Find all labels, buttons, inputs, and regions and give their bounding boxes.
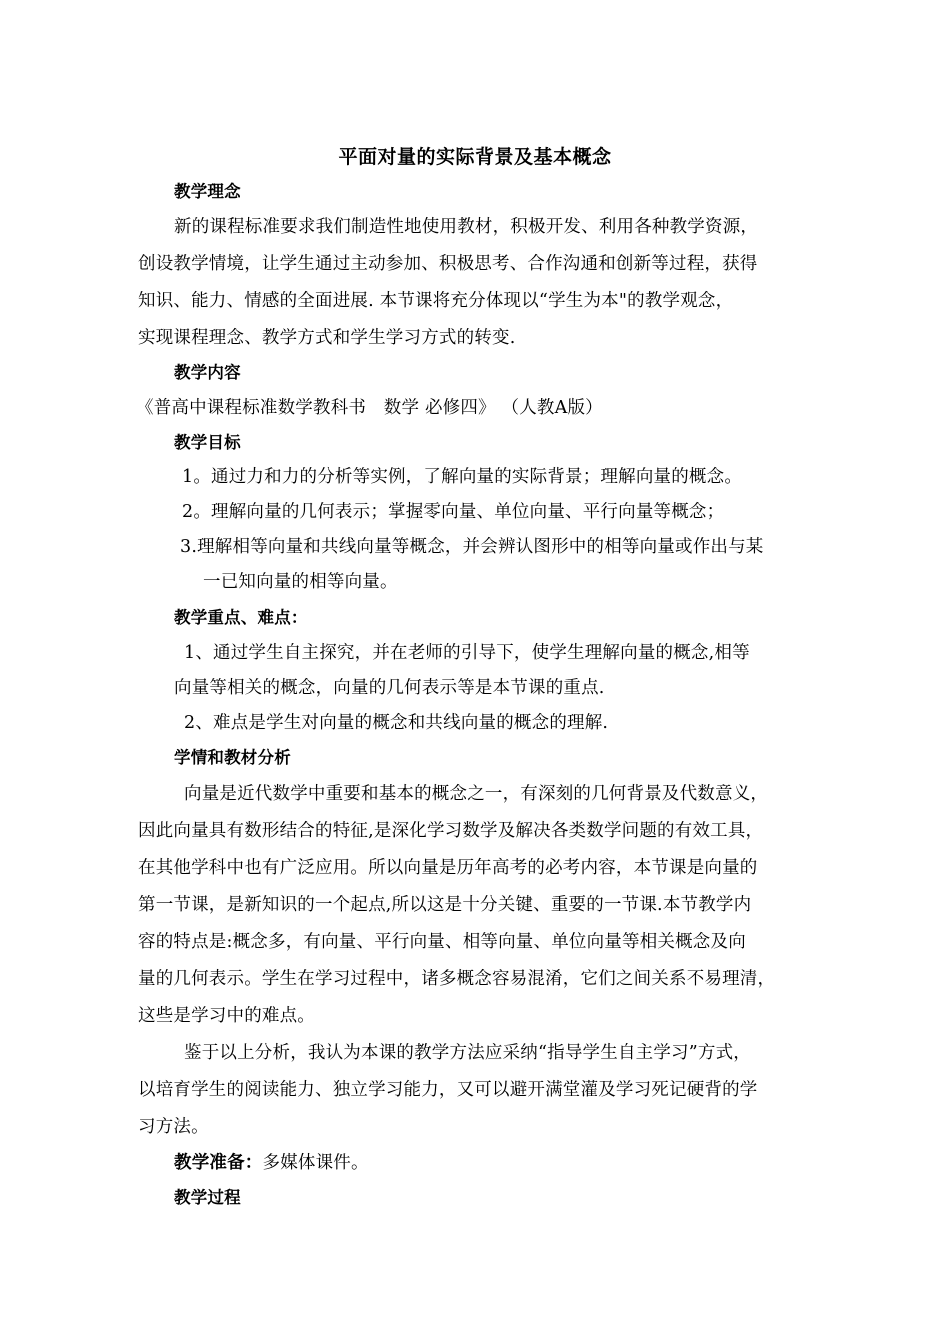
heading-teaching-process: 教学过程 (174, 1188, 241, 1207)
objective-item: 3.理解相等向量和共线向量等概念，并会辨认图形中的相等向量或作出与某 (180, 537, 764, 557)
heading-key-points: 教学重点、难点： (174, 608, 308, 627)
teaching-preparation-text: 多媒体课件。 (262, 1153, 369, 1173)
heading-analysis: 学情和教材分析 (174, 748, 291, 767)
key-point-item-continued: 向量等相关的概念，向量的几何表示等是本节课的重点. (174, 678, 605, 698)
objective-item: 2。理解向量的几何表示；掌握零向量、单位向量、平行向量等概念； (182, 502, 725, 522)
page-title: 平面对量的实际背景及基本概念 (338, 146, 612, 168)
paragraph-line: 第一节课，是新知识的一个起点,所以这是十分关键、重要的一节课.本节教学内 (138, 895, 752, 915)
paragraph-line: 知识、能力、情感的全面进展. 本节课将充分体现以“学生为本"的教学观念， (138, 291, 734, 311)
paragraph-line: 在其他学科中也有广泛应用。所以向量是历年高考的必考内容，本节课是向量的 (138, 858, 758, 878)
paragraph-line: 因此向量具有数形结合的特征,是深化学习数学及解决各类数学问题的有效工具， (138, 821, 764, 841)
paragraph-line: 以培育学生的阅读能力、独立学习能力，又可以避开满堂灌及学习死记硬背的学 (138, 1080, 758, 1100)
teaching-preparation (174, 1151, 369, 1175)
heading-teaching-content: 教学内容 (174, 363, 241, 382)
teaching-preparation-label: 教学准备： (174, 1153, 263, 1173)
paragraph-line: 创设教学情境，让学生通过主动参加、积极思考、合作沟通和创新等过程，获得 (138, 254, 758, 274)
paragraph-line: 新的课程标准要求我们制造性地使用教材，积极开发、利用各种教学资源， (174, 217, 759, 237)
heading-teaching-philosophy: 教学理念 (174, 182, 241, 201)
paragraph-line: 鉴于以上分析，我认为本课的教学方法应采纳“指导学生自主学习”方式， (184, 1043, 751, 1063)
key-point-item: 1、通过学生自主探究，并在老师的引导下，使学生理解向量的概念,相等 (184, 643, 750, 663)
paragraph-line: 量的几何表示。学生在学习过程中，诸多概念容易混淆，它们之间关系不易理清， (138, 969, 776, 989)
heading-teaching-objectives: 教学目标 (174, 433, 241, 452)
key-point-item: 2、难点是学生对向量的概念和共线向量的概念的理解. (184, 713, 609, 733)
objective-item: 1。通过力和力的分析等实例，了解向量的实际背景；理解向量的概念。 (182, 467, 743, 487)
paragraph-line: 这些是学习中的难点。 (138, 1006, 315, 1026)
textbook-reference: 《普高中课程标准数学教科书 数学 必修四》 （人教A版） (136, 398, 603, 418)
paragraph-line: 容的特点是:概念多，有向量、平行向量、相等向量、单位向量等相关概念及向 (138, 932, 746, 952)
paragraph-line: 习方法。 (138, 1117, 209, 1137)
objective-item-continued: 一已知向量的相等向量。 (203, 572, 398, 592)
paragraph-line: 实现课程理念、教学方式和学生学习方式的转变. (138, 328, 516, 348)
paragraph-line: 向量是近代数学中重要和基本的概念之一，有深刻的几何背景及代数意义， (184, 784, 769, 804)
